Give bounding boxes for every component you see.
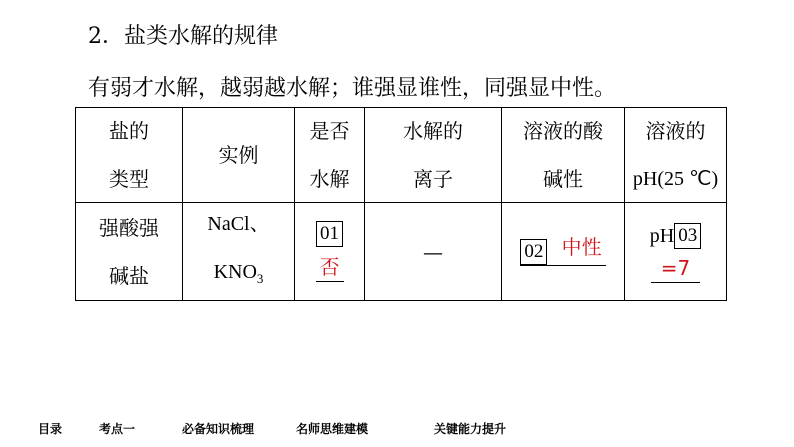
answer-hydrolyzes: 否	[319, 255, 340, 279]
cell-ph: pH 03 =7	[625, 203, 727, 301]
blank-number-02: 02	[520, 239, 547, 265]
cell-hydrolyzed-ion: —	[365, 203, 502, 301]
cell-acidity	[502, 203, 625, 301]
answer-acidity: 中性	[561, 234, 602, 259]
table-row	[76, 203, 727, 301]
hydrolysis-rule-text: 有弱才水解，越弱越水解；谁强显谁性，同强显中性。	[88, 76, 617, 101]
header-example: 实例	[183, 108, 295, 203]
header-hydrolyzed-ion: 水解的 离子	[365, 108, 502, 203]
section-heading: 2．盐类水解的规律	[88, 24, 278, 49]
header-hydrolyzes: 是否 水解	[295, 108, 365, 203]
header-ph: 溶液的 pH(25 ℃)	[625, 108, 727, 203]
header-salt-type: 盐的 类型	[76, 108, 183, 203]
nav-link-contents[interactable]: 目录	[38, 422, 63, 436]
nav-link-thinking-model[interactable]: 名师思维建模	[296, 422, 369, 436]
salt-hydrolysis-table	[75, 107, 727, 301]
cell-hydrolyzes	[295, 203, 365, 301]
header-acidity: 溶液的酸 碱性	[502, 108, 625, 203]
bottom-nav	[0, 414, 794, 442]
nav-link-topic-one[interactable]: 考点一	[99, 422, 136, 436]
blank-number-01: 01	[316, 221, 343, 247]
answer-ph: =7	[660, 255, 691, 280]
cell-example: NaCl、 $KNO_3$	[183, 203, 295, 301]
blank-number-03: 03	[674, 223, 701, 249]
table-header-row	[76, 108, 727, 203]
nav-link-knowledge[interactable]: 必备知识梳理	[182, 422, 255, 436]
nav-link-ability[interactable]: 关键能力提升	[434, 422, 507, 436]
cell-salt-type: 强酸强 碱盐	[76, 203, 183, 301]
